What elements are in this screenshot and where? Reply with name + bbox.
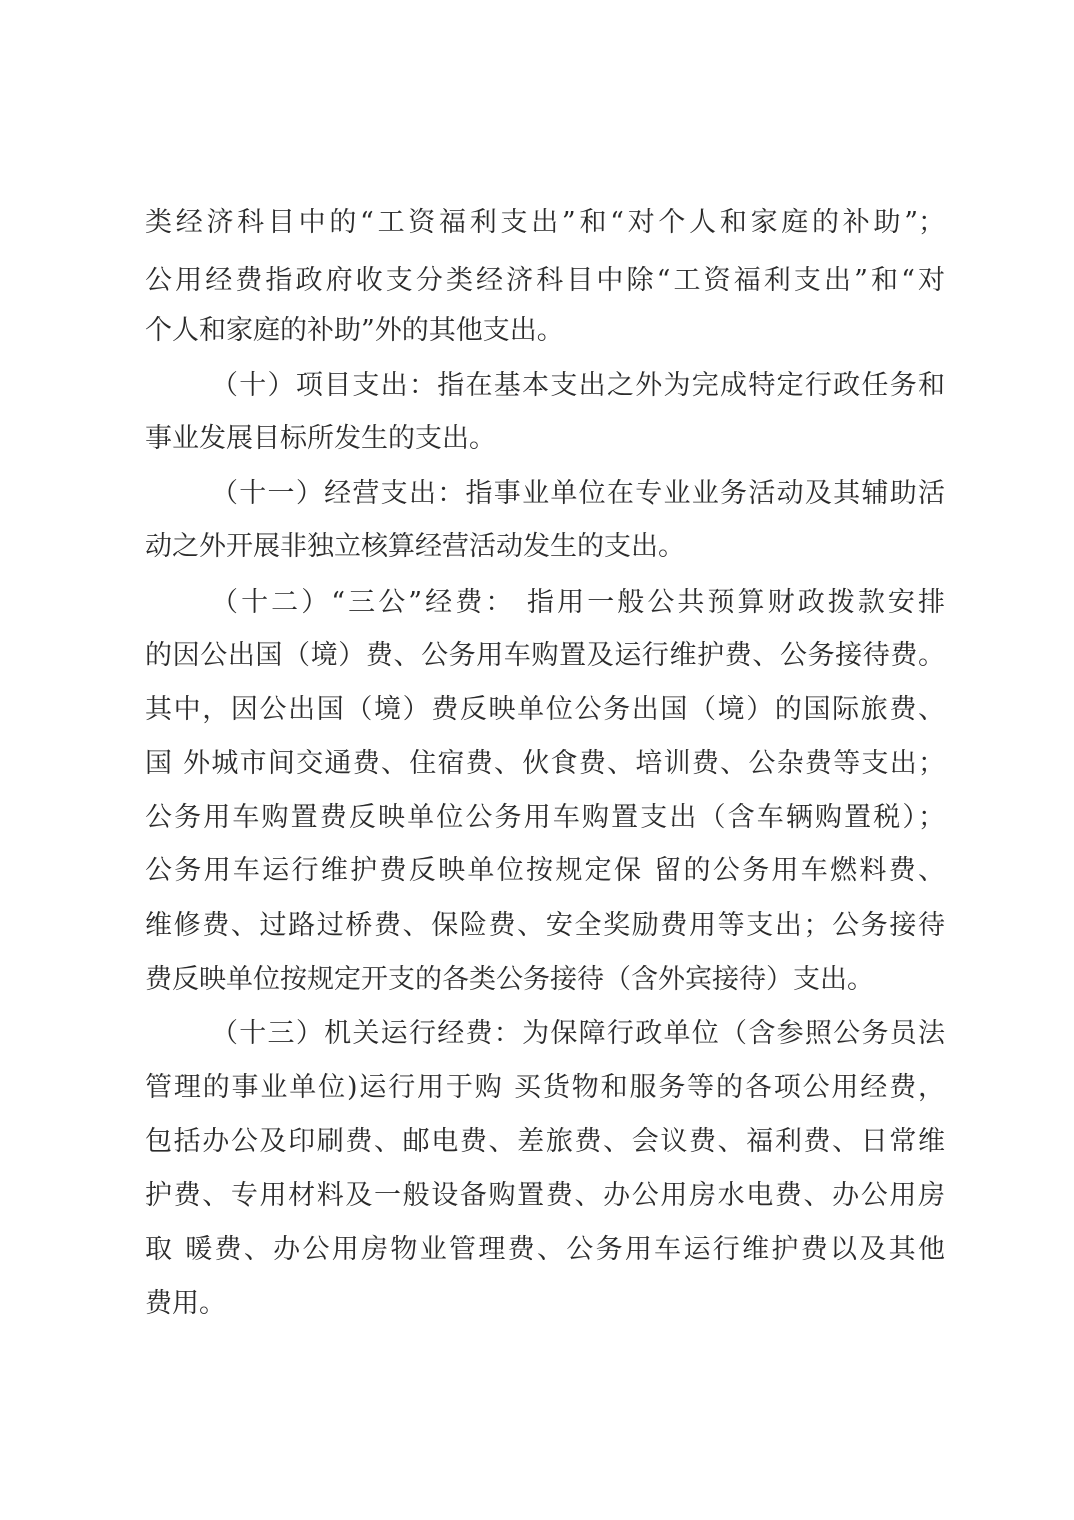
text-line: 公务用车运行维护费反映单位按规定保 留的公务用车燃料费、 bbox=[145, 855, 945, 886]
text-line: 取 暖费、办公用房物业管理费、公务用车运行维护费以及其他 bbox=[145, 1234, 945, 1265]
text-line: 个人和家庭的补助”外的其他支出。 bbox=[145, 315, 564, 346]
heading-item-10: （十）项目支出：指在基本支出之外为完成特定行政任务和 bbox=[211, 370, 945, 401]
text-line: 管理的事业单位)运行用于购 买货物和服务等的各项公用经费， bbox=[145, 1072, 945, 1103]
text-line: 国 外城市间交通费、住宿费、伙食费、培训费、公杂费等支出； bbox=[145, 748, 945, 779]
text-line: 费用。 bbox=[145, 1288, 226, 1319]
text-line: 包括办公及印刷费、邮电费、差旅费、会议费、福利费、日常维 bbox=[145, 1126, 945, 1157]
heading-item-11: （十一）经营支出：指事业单位在专业业务活动及其辅助活 bbox=[211, 478, 945, 509]
text-line: 费反映单位按规定开支的各类公务接待（含外宾接待）支出。 bbox=[145, 964, 874, 995]
text-line: 公务用车购置费反映单位公务用车购置支出（含车辆购置税）； bbox=[145, 802, 945, 833]
text-line: 的因公出国（境）费、公务用车购置及运行维护费、公务接待费。 bbox=[145, 640, 945, 671]
heading-item-12: （十二）“三公”经费： 指用一般公共预算财政拨款安排 bbox=[211, 587, 945, 618]
text-line: 事业发展目标所发生的支出。 bbox=[145, 423, 496, 454]
text-line: 公用经费指政府收支分类经济科目中除“工资福利支出”和“对 bbox=[145, 265, 945, 296]
text-line: 动之外开展非独立核算经营活动发生的支出。 bbox=[145, 531, 685, 562]
text-line: 类经济科目中的“工资福利支出”和“对个人和家庭的补助”； bbox=[145, 207, 945, 238]
text-line: 维修费、过路过桥费、保险费、安全奖励费用等支出；公务接待 bbox=[145, 910, 945, 941]
text-line: 护费、专用材料及一般设备购置费、办公用房水电费、办公用房 bbox=[145, 1180, 945, 1211]
heading-item-13: （十三）机关运行经费：为保障行政单位（含参照公务员法 bbox=[211, 1018, 945, 1049]
text-line: 其中，因公出国（境）费反映单位公务出国（境）的国际旅费、 bbox=[145, 694, 945, 725]
